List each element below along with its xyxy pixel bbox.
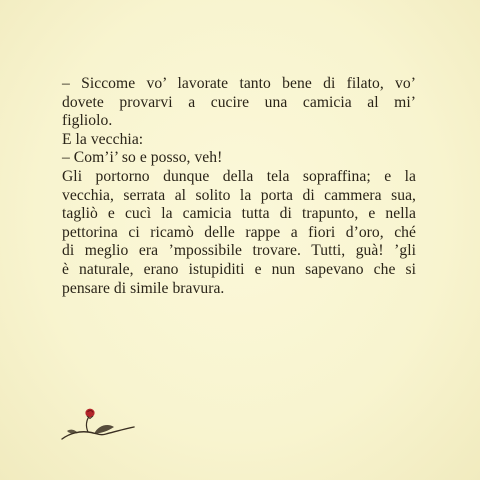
rose-flourish-icon <box>58 403 138 445</box>
text-line: E la vecchia: <box>62 130 144 148</box>
text-line: tagliò e cucì la camicia tutta di trapunto, e nella <box>62 205 416 223</box>
text-line: dovete provarvi a cucire una camicia al mi’ <box>62 93 416 111</box>
story-text <box>62 75 416 298</box>
text-line: è naturale, erano istupiditi e nun sapevano che si <box>62 260 416 278</box>
text-line: pensare di simile bravura. <box>62 279 225 297</box>
text-line: di meglio era ’mpossibile trovare. Tutti, guà! ’gli <box>62 242 416 260</box>
ornament-leaf-small <box>67 430 78 434</box>
text-line: – Siccome vo’ lavorate tanto bene di filato, vo’ <box>62 75 416 92</box>
text-line: pettorina ci ricamò delle rappe a fiori d’oro, ché <box>62 223 416 241</box>
text-line: figliolo. <box>62 112 113 130</box>
rose-bloom <box>85 409 94 418</box>
text-line: Gli portorno dunque della tela sopraffina; e la <box>62 167 416 185</box>
text-line: vecchia, serrata al solito la porta di cammera sua, <box>62 186 416 204</box>
text-line: – Com’i’ so e posso, veh! <box>62 149 223 167</box>
